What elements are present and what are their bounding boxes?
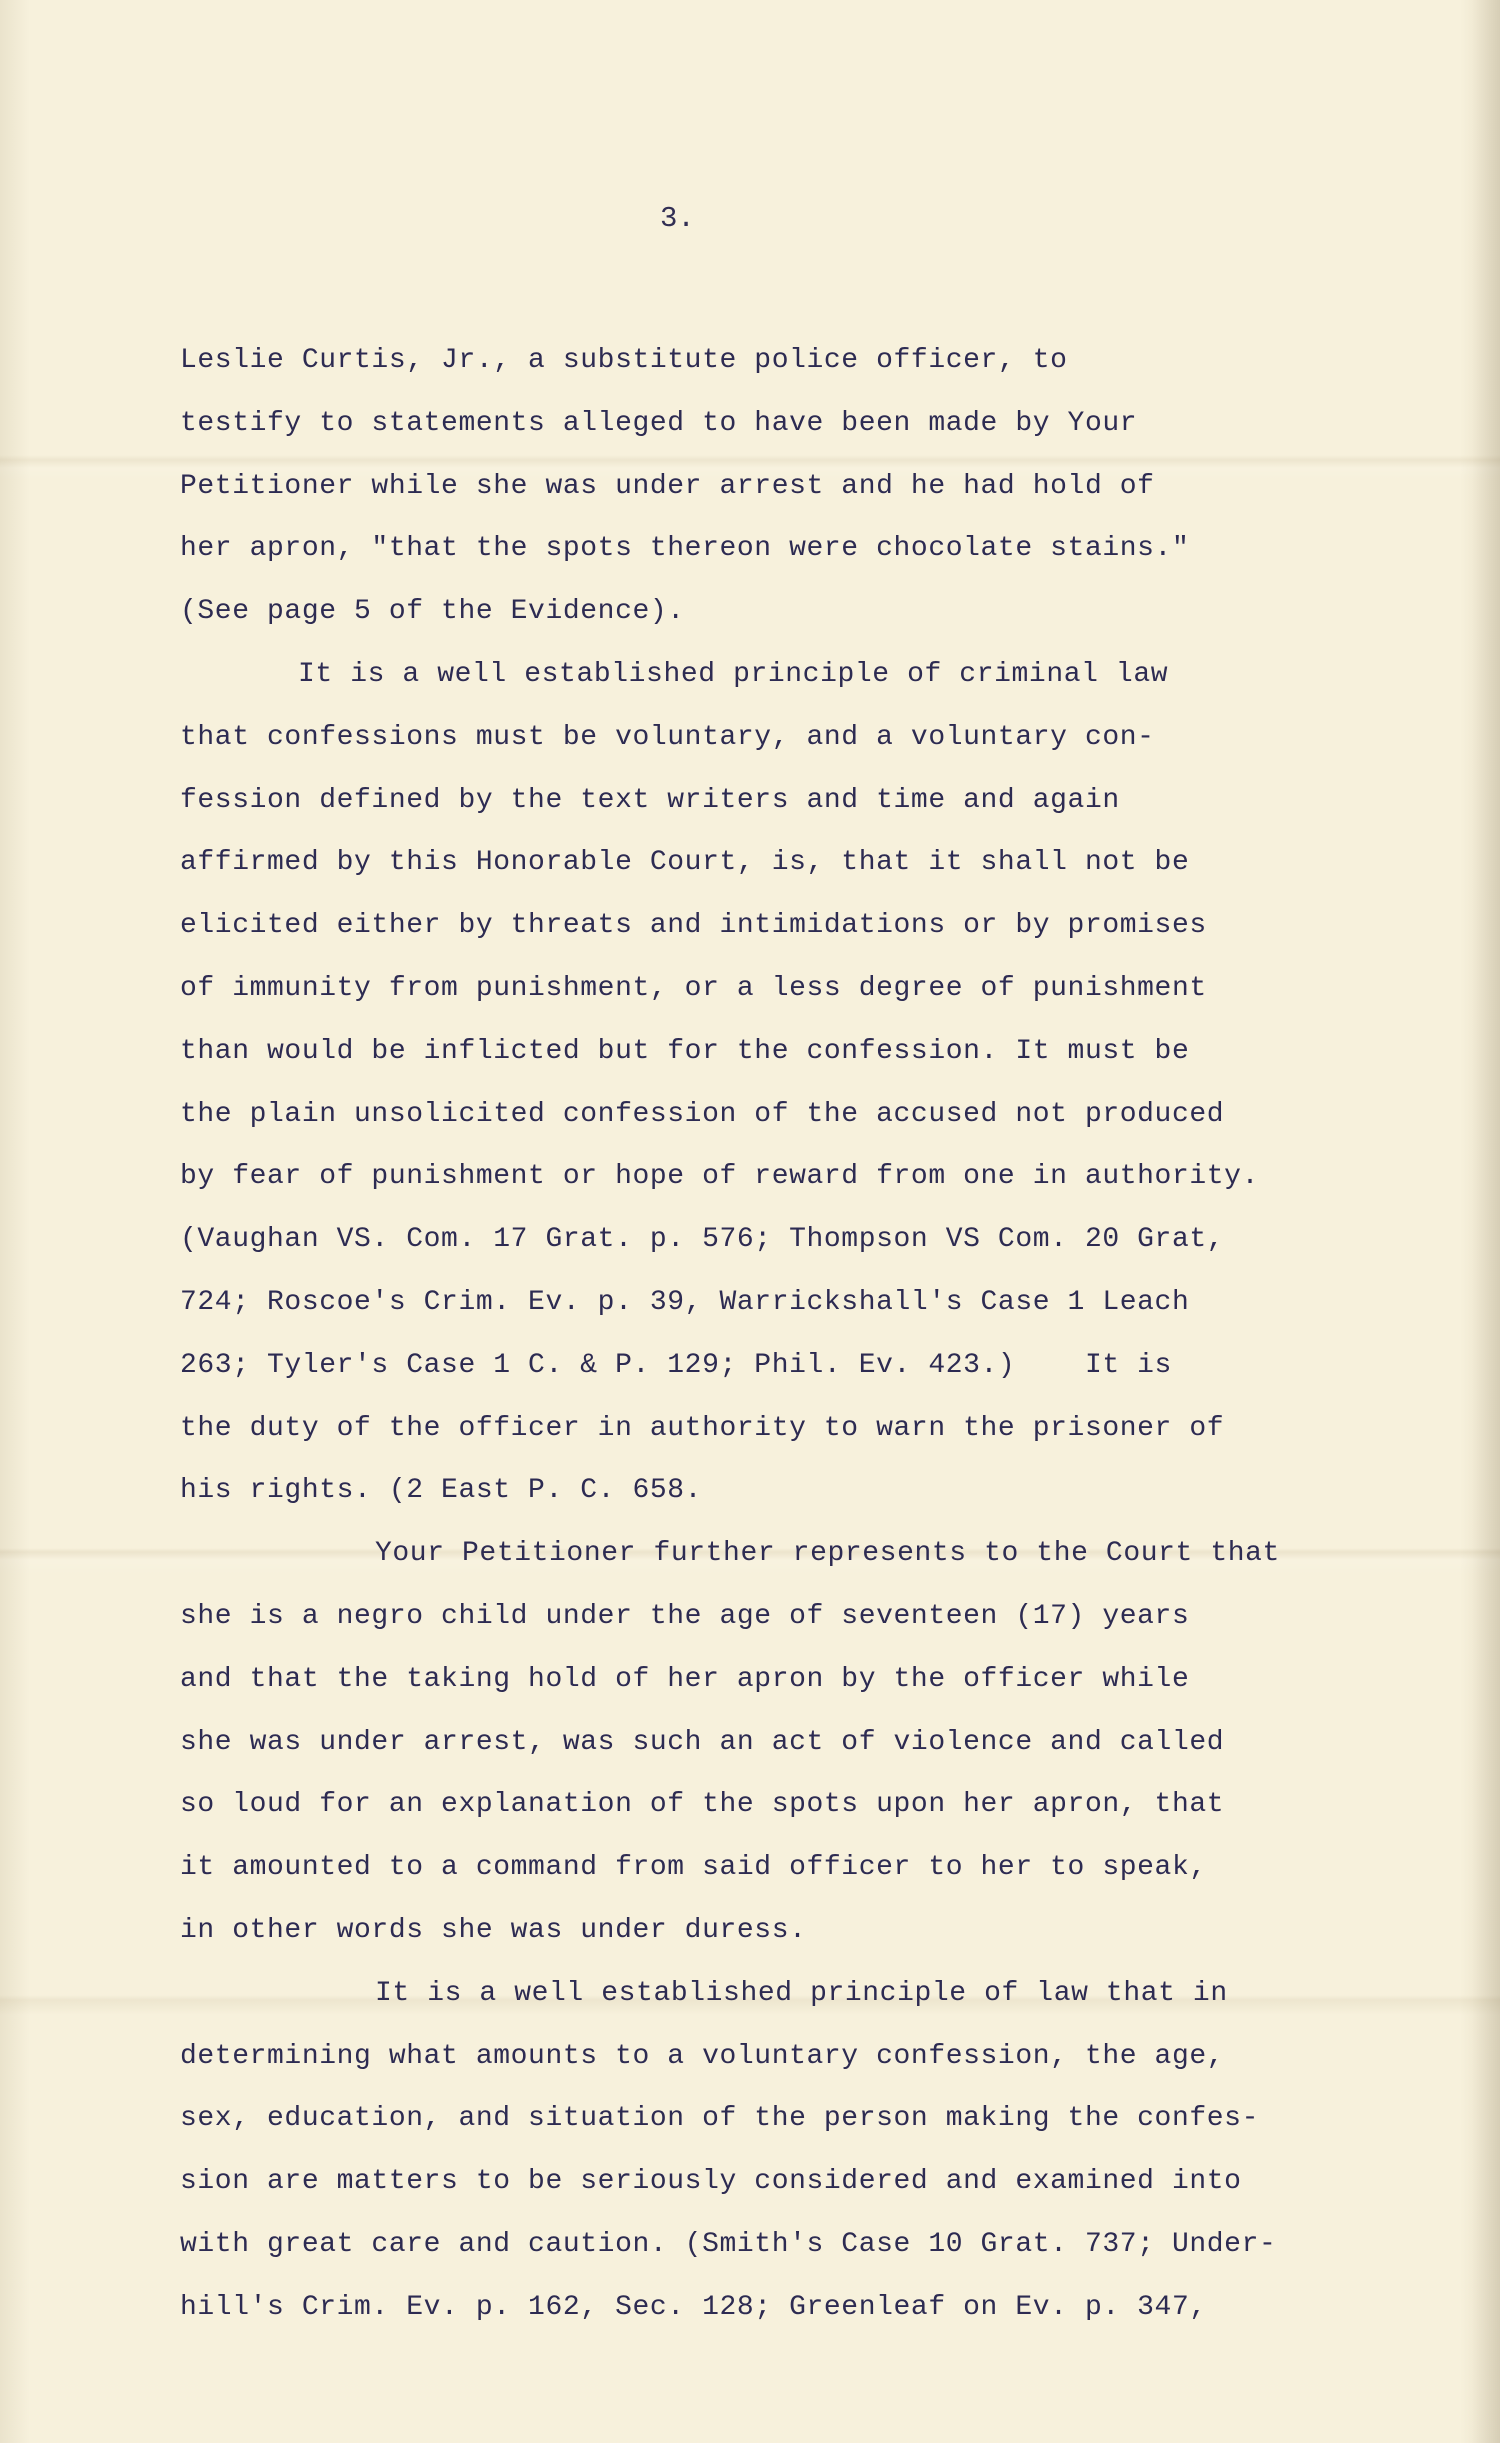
text-line: that confessions must be voluntary, and a voluntary con- [180, 721, 1155, 753]
text-line: (Vaughan VS. Com. 17 Grat. p. 576; Thompson VS Com. 20 Grat, [180, 1224, 1225, 1256]
text-line: elicited either by threats and intimidations or by promises [180, 910, 1207, 942]
paragraph-start-line: Your Petitioner further represents to the Court that [375, 1538, 1280, 1570]
text-line: his rights. (2 East P. C. 658. [180, 1475, 703, 1507]
text-line: so loud for an explanation of the spots upon her apron, that [180, 1789, 1225, 1821]
paragraph-start-line: It is a well established principle of law that in [375, 1977, 1228, 2009]
text-line: she is a negro child under the age of seventeen (17) years [180, 1600, 1190, 1632]
text-line: it amounted to a command from said officer to her to speak, [180, 1852, 1207, 1884]
text-line: sex, education, and situation of the person making the confes- [180, 2103, 1259, 2135]
text-line: determining what amounts to a voluntary confession, the age, [180, 2040, 1225, 2072]
text-line: than would be inflicted but for the confession. It must be [180, 1035, 1190, 1067]
text-line: and that the taking hold of her apron by the officer while [180, 1663, 1190, 1695]
text-line: the plain unsolicited confession of the accused not produced [180, 1098, 1225, 1130]
text-line: the duty of the officer in authority to warn the prisoner of [180, 1412, 1225, 1444]
text-line: 724; Roscoe's Crim. Ev. p. 39, Warrickshall's Case 1 Leach [180, 1286, 1190, 1318]
text-line: (See page 5 of the Evidence). [180, 596, 685, 628]
paper-edge-shadow [1472, 0, 1500, 2443]
text-line: 263; Tyler's Case 1 C. & P. 129; Phil. Ev. 423.) It is [180, 1349, 1172, 1381]
paragraph-start-line: It is a well established principle of criminal law [298, 658, 1169, 690]
text-line: Leslie Curtis, Jr., a substitute police officer, to [180, 345, 1068, 376]
text-line: she was under arrest, was such an act of violence and called [180, 1726, 1225, 1758]
text-line: in other words she was under duress. [180, 1914, 807, 1946]
text-line: her apron, "that the spots thereon were chocolate stains." [180, 533, 1190, 565]
text-line: with great care and caution. (Smith's Case 10 Grat. 737; Under- [180, 2228, 1277, 2260]
page-number: 3. [660, 202, 695, 235]
document-body [180, 330, 1380, 2340]
text-line: by fear of punishment or hope of reward from one in authority. [180, 1161, 1259, 1193]
text-line: hill's Crim. Ev. p. 162, Sec. 128; Greenleaf on Ev. p. 347, [180, 2291, 1207, 2323]
text-line: fession defined by the text writers and time and again [180, 784, 1120, 816]
text-line: affirmed by this Honorable Court, is, that it shall not be [180, 847, 1190, 879]
text-line: Petitioner while she was under arrest and he had hold of [180, 470, 1155, 502]
text-line: of immunity from punishment, or a less degree of punishment [180, 972, 1207, 1004]
text-line: testify to statements alleged to have been made by Your [180, 407, 1138, 439]
text-line: sion are matters to be seriously considered and examined into [180, 2166, 1242, 2198]
